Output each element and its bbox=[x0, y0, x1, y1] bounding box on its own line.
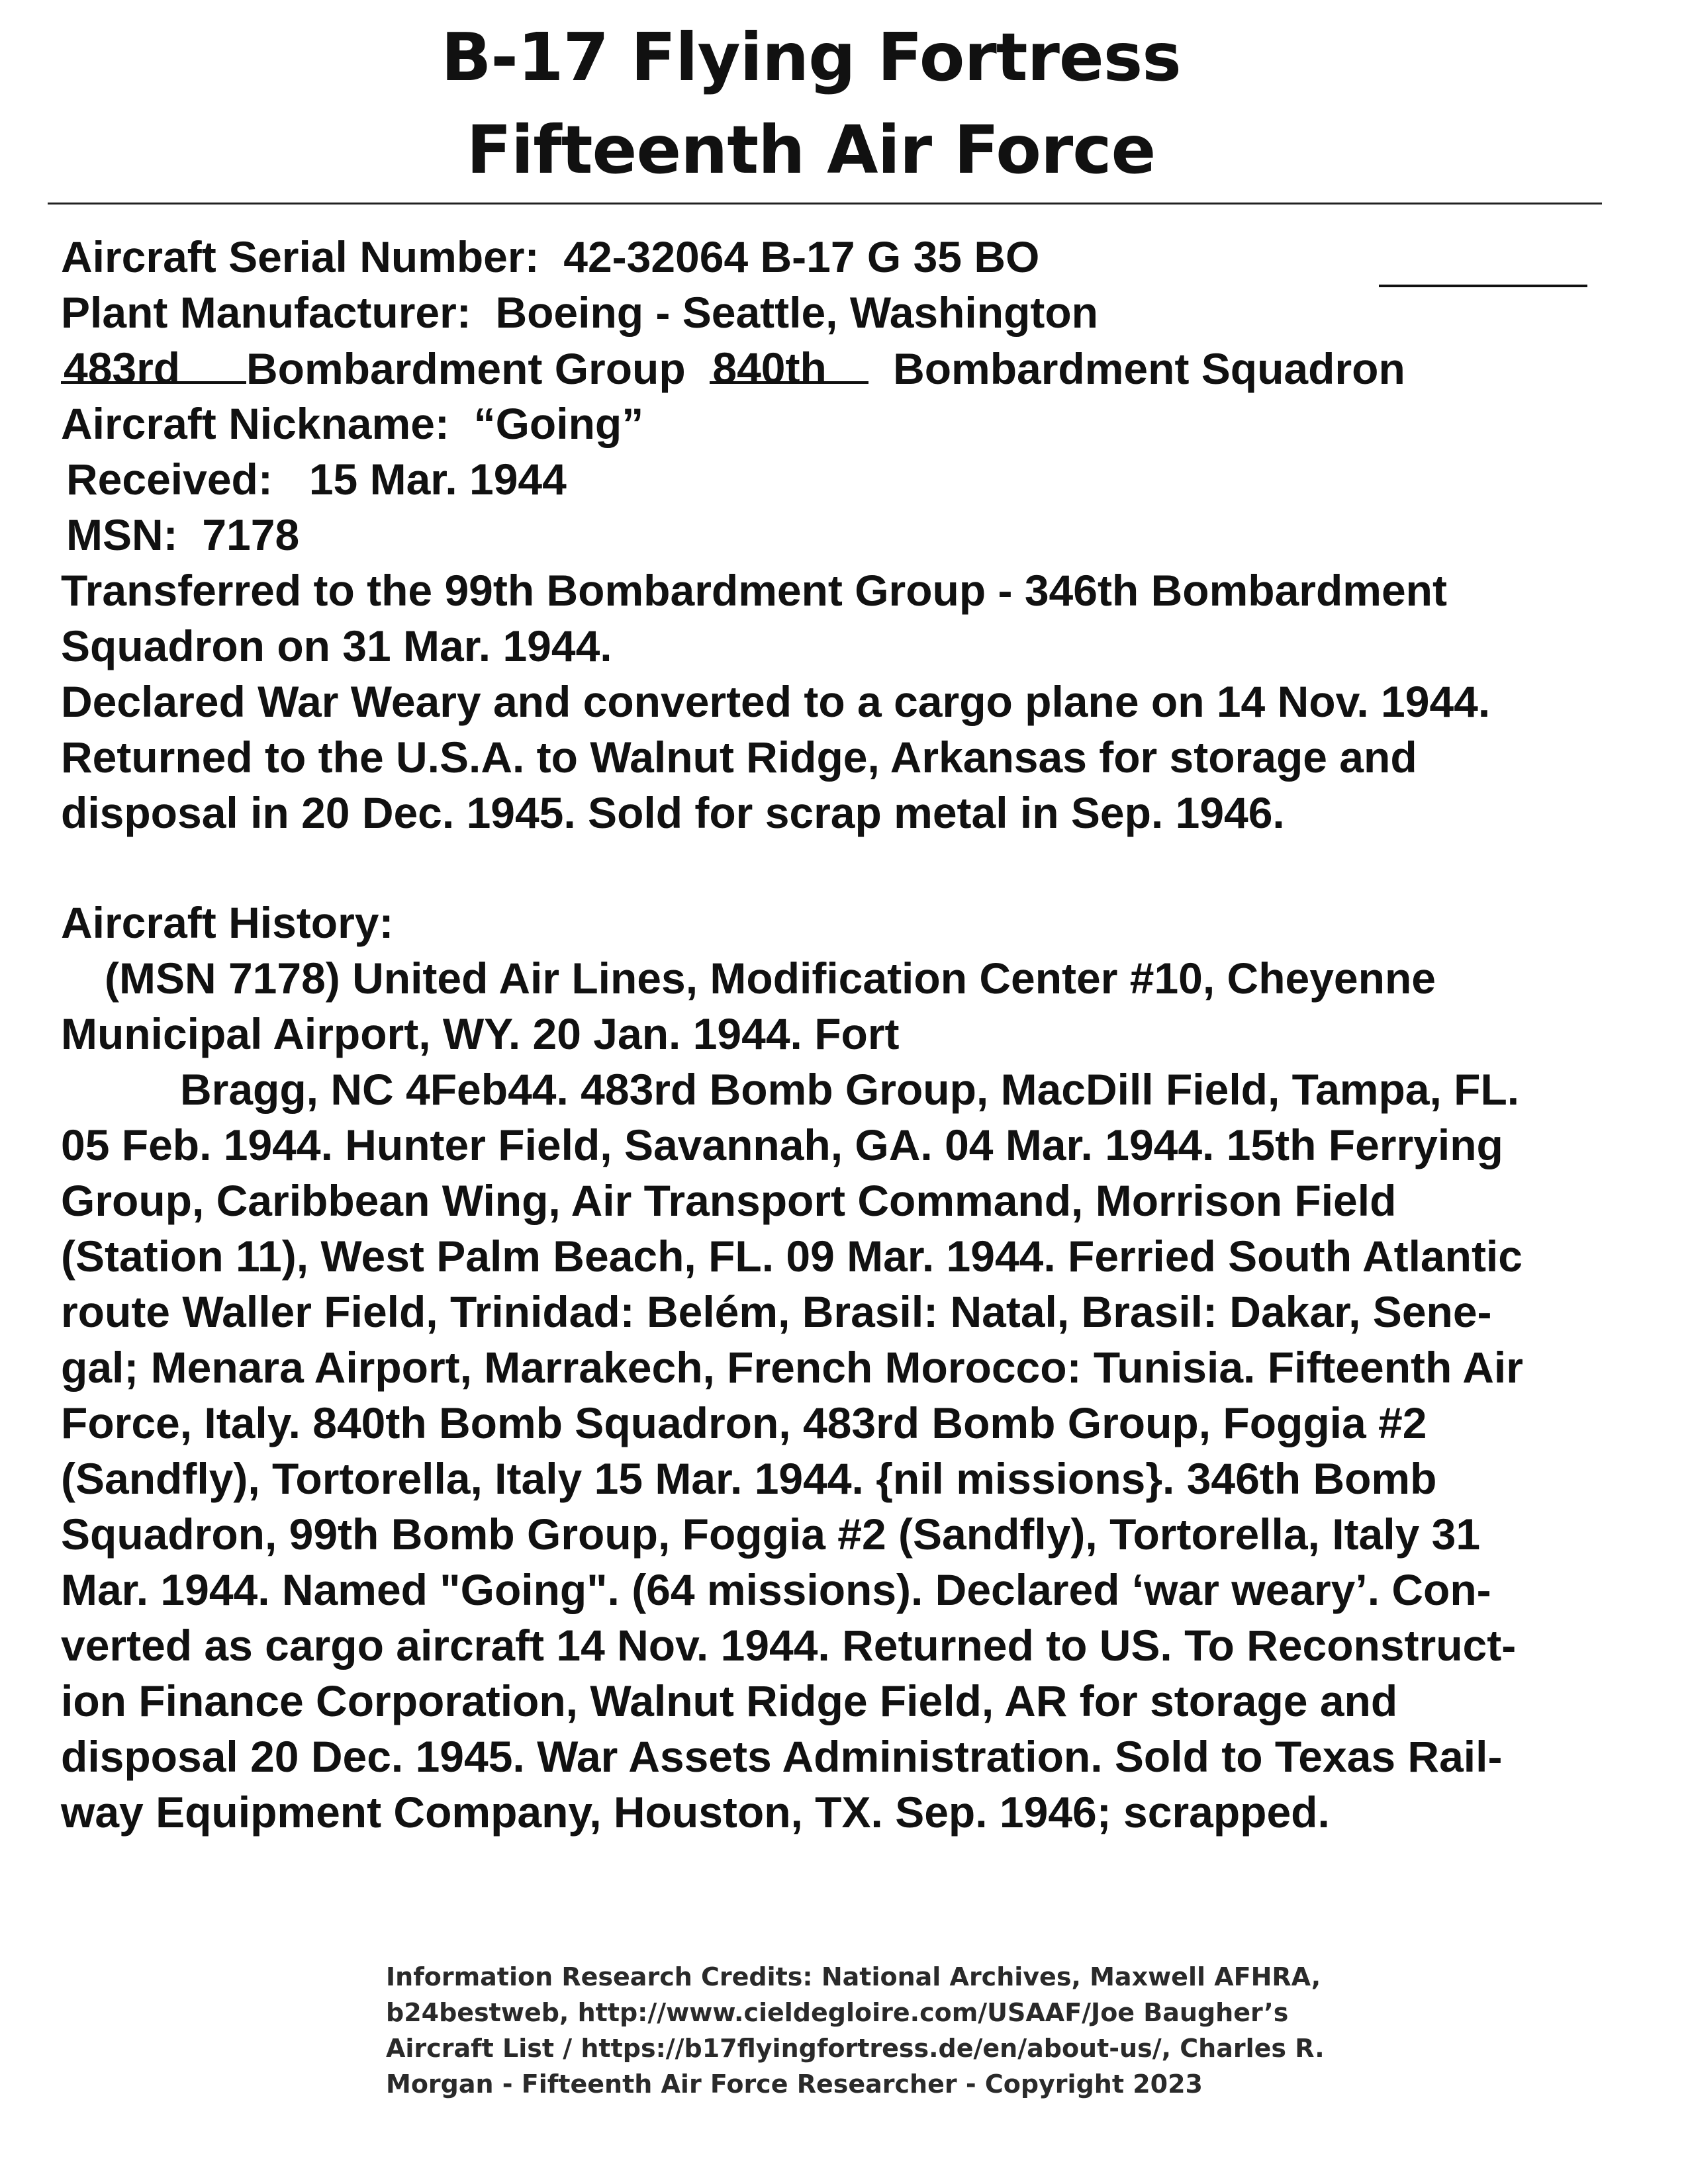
credits-line: Aircraft List / https://b17flyingfortress.de/en/about-us/, Charles R. bbox=[386, 2034, 1325, 2063]
summary-line: Squadron on 31 Mar. 1944. bbox=[61, 621, 612, 670]
serial-blank-line bbox=[1379, 246, 1587, 287]
history-line: Squadron, 99th Bomb Group, Foggia #2 (Sandfly), Tortorella, Italy 31 bbox=[61, 1510, 1481, 1559]
title-line-2: Fifteenth Air Force bbox=[466, 111, 1156, 189]
history-heading: Aircraft History: bbox=[61, 898, 394, 947]
history-line: way Equipment Company, Houston, TX. Sep. 1946; scrapped. bbox=[61, 1788, 1330, 1837]
summary-line: Returned to the U.S.A. to Walnut Ridge, Arkansas for storage and bbox=[61, 733, 1417, 782]
group-label: Bombardment Group bbox=[246, 344, 686, 393]
credits-line: b24bestweb, http://www.cieldegloire.com/USAAF/Joe Baugher’s bbox=[386, 1998, 1289, 2027]
nickname-row bbox=[61, 398, 643, 449]
manufacturer-row bbox=[61, 287, 1098, 338]
squadron-number: 840th bbox=[712, 343, 827, 392]
history-line: Municipal Airport, WY. 20 Jan. 1944. Fort bbox=[61, 1009, 900, 1058]
received-value: 15 Mar. 1944 bbox=[308, 455, 567, 504]
received-row bbox=[66, 454, 567, 504]
header-divider bbox=[48, 203, 1602, 205]
history-line: disposal 20 Dec. 1945. War Assets Administration. Sold to Texas Rail- bbox=[61, 1732, 1503, 1781]
msn-label: MSN: bbox=[66, 510, 178, 559]
received-label: Received: bbox=[66, 455, 273, 504]
history-line: Force, Italy. 840th Bomb Squadron, 483rd Bomb Group, Foggia #2 bbox=[61, 1398, 1427, 1447]
title-line-1: B-17 Flying Fortress bbox=[441, 19, 1181, 96]
history-line: (Sandfly), Tortorella, Italy 15 Mar. 1944. {nil missions}. 346th Bomb bbox=[61, 1454, 1437, 1503]
history-line: ion Finance Corporation, Walnut Ridge Field, AR for storage and bbox=[61, 1676, 1398, 1725]
serial-row bbox=[61, 232, 1039, 282]
nickname-value: “Going” bbox=[473, 399, 644, 448]
serial-label: Aircraft Serial Number: bbox=[61, 232, 539, 281]
history-line: verted as cargo aircraft 14 Nov. 1944. Returned to US. To Reconstruct- bbox=[61, 1621, 1517, 1670]
history-line: (MSN 7178) United Air Lines, Modification Center #10, Cheyenne bbox=[105, 954, 1436, 1003]
history-line: (Station 11), West Palm Beach, FL. 09 Mar. 1944. Ferried South Atlantic bbox=[61, 1232, 1523, 1281]
manufacturer-label: Plant Manufacturer: bbox=[61, 288, 471, 337]
credits-line: Information Research Credits: National Archives, Maxwell AFHRA, bbox=[386, 1962, 1321, 1991]
nickname-label: Aircraft Nickname: bbox=[61, 399, 449, 448]
unit-row bbox=[61, 343, 1405, 394]
group-number: 483rd bbox=[64, 343, 181, 392]
summary-line: Transferred to the 99th Bombardment Group - 346th Bombardment bbox=[61, 566, 1447, 615]
summary-line: Declared War Weary and converted to a cargo plane on 14 Nov. 1944. bbox=[61, 677, 1491, 726]
msn-row bbox=[66, 510, 299, 560]
history-line: Group, Caribbean Wing, Air Transport Command, Morrison Field bbox=[61, 1176, 1397, 1225]
squadron-number-field bbox=[710, 343, 868, 392]
msn-value: 7178 bbox=[202, 510, 300, 559]
history-line: route Waller Field, Trinidad: Belém, Brasil: Natal, Brasil: Dakar, Sene- bbox=[61, 1287, 1492, 1336]
summary-line: disposal in 20 Dec. 1945. Sold for scrap metal in Sep. 1946. bbox=[61, 788, 1285, 837]
history-line: gal; Menara Airport, Marrakech, French Morocco: Tunisia. Fifteenth Air bbox=[61, 1343, 1523, 1392]
history-line: Bragg, NC 4Feb44. 483rd Bomb Group, MacDill Field, Tampa, FL. bbox=[180, 1065, 1520, 1114]
group-number-field bbox=[61, 343, 246, 392]
history-line: Mar. 1944. Named "Going". (64 missions). Declared ‘war weary’. Con- bbox=[61, 1565, 1491, 1614]
serial-value: 42-32064 B-17 G 35 BO bbox=[563, 232, 1040, 281]
manufacturer-value: Boeing - Seattle, Washington bbox=[495, 288, 1098, 337]
squadron-label: Bombardment Squadron bbox=[893, 344, 1405, 393]
history-line: 05 Feb. 1944. Hunter Field, Savannah, GA. 04 Mar. 1944. 15th Ferrying bbox=[61, 1120, 1503, 1169]
credits-line: Morgan - Fifteenth Air Force Researcher - Copyright 2023 bbox=[386, 2070, 1203, 2099]
